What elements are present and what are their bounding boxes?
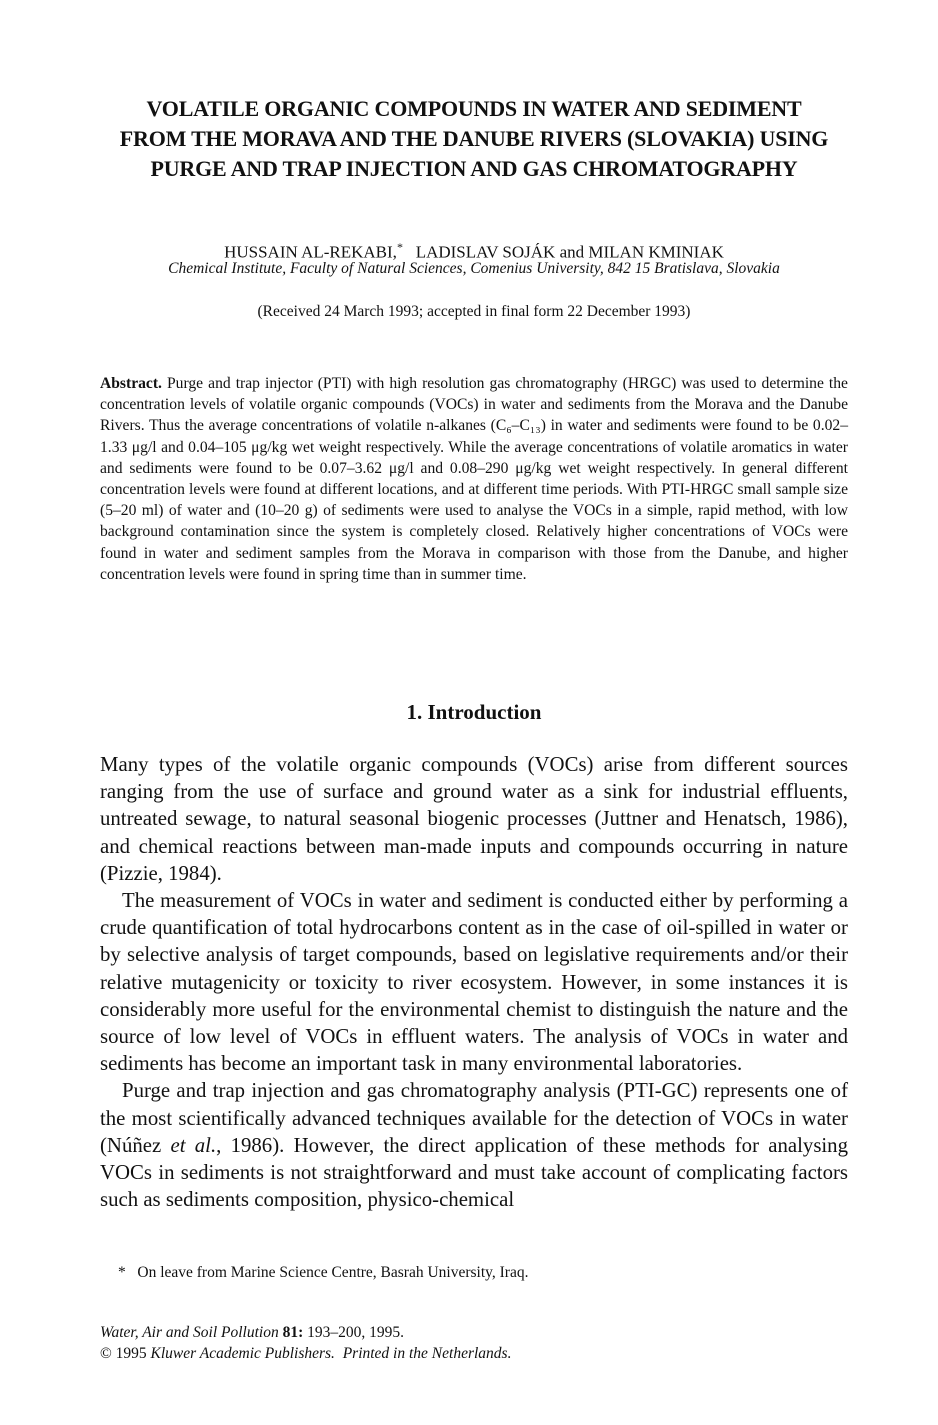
affiliation: Chemical Institute, Faculty of Natural Sciences, Comenius University, 842 15 Bratislava, Slovakia [168, 260, 780, 277]
author-conjunction: and [559, 242, 585, 262]
author-name: HUSSAIN AL-REKABI, [224, 242, 397, 262]
author-name: LADISLAV SOJÁK [415, 242, 556, 262]
paragraph: Many types of the volatile organic compounds (VOCs) arise from different sources ranging from the use of surface and ground water as a sink for industrial effluents, untreated sewage, to natural seasonal biogenic processes (Juttner and Henatsch, 1986), and chemical reactions between man-made inputs and compounds occurring in nature (Pizzie, 1984). [100, 753, 848, 885]
footnote-text: On leave from Marine Science Centre, Basrah University, Iraq. [137, 1264, 529, 1281]
footnote [118, 1262, 848, 1284]
title-line: VOLATILE ORGANIC COMPOUNDS IN WATER AND SEDIMENT [146, 96, 802, 121]
copyright: © 1995 [100, 1345, 147, 1362]
title-line: PURGE AND TRAP INJECTION AND GAS CHROMATOGRAPHY [150, 156, 798, 181]
journal-info [100, 1322, 848, 1364]
paragraph-text: Purge and trap injection and gas chromatography analysis (PTI-GC) represents one of the most scientifically advanced techniques available for the detection of VOCs in water (Núñez [100, 1079, 848, 1157]
printed-location: Printed in the Netherlands. [342, 1345, 512, 1362]
footnote-marker: * [396, 240, 403, 254]
paragraph [100, 1077, 848, 1213]
body-text [100, 751, 848, 1213]
abstract [100, 373, 848, 585]
paragraph-text: , 1986). However, the direct application of these methods for analysing VOCs in sediments is not straightforward and must take account of complicating factors such as sediments composition, physico-chemical [100, 1133, 848, 1212]
paragraph: The measurement of VOCs in water and sediment is conducted either by performing a crude quantification of total hydrocarbons content as in the case of oil-spilled in water or by selective analysis of target compounds, based on legislative requirements and/or their relative mutagenicity or toxicity to river ecosystem. However, in some instances it is considerably more useful for the environmental chemist to distinguish the nature and the source of low level of VOCs in effluent waters. The analysis of VOCs in water and sediments has become an important task in many environmental laboratories. [100, 889, 848, 1076]
journal-volume: 81: [282, 1324, 304, 1341]
journal-pages: 193–200, 1995. [307, 1324, 404, 1341]
section-heading: 1. Introduction [406, 700, 542, 724]
publisher: Kluwer Academic Publishers. [150, 1345, 335, 1362]
abstract-text: Purge and trap injector (PTI) with high resolution gas chromatography (HRGC) was used to determine the concentration levels of volatile organic compounds (VOCs) in water and sediments from the Morava and the Danube Rivers. Thus the average concentrations of volatile n-alkanes (C₆–C₁₃) in water and sediments were found to be 0.02–1.33 μg/l and 0.04–105 μg/kg wet weight respectively. While the average concentrations of volatile aromatics in water and sediments were found to be 0.07–3.62 μg/l and 0.08–290 μg/kg wet weight respectively. In general different concentration levels were found at different locations, and at different time periods. With PTI-HRGC small sample size (5–20 ml) of water and (10–20 g) of sediments were used to analyse the VOCs in a simple, rapid method, with low background contamination since the system is completely closed. Relatively higher concentrations of VOCs were found in water and sediment samples from the Morava in comparison with those from the Danube, and higher concentration levels were found in spring time than in summer time. [100, 375, 848, 583]
title-line: FROM THE MORAVA AND THE DANUBE RIVERS (SLOVAKIA) USING [119, 126, 829, 151]
footnote-marker: * [118, 1264, 126, 1281]
journal-name: Water, Air and Soil Pollution [100, 1324, 279, 1341]
paper-title [100, 94, 848, 184]
abstract-label: Abstract. [100, 375, 162, 392]
author-name: MILAN KMINIAK [588, 242, 724, 262]
citation-etal: et al. [170, 1133, 217, 1157]
received-dates: (Received 24 March 1993; accepted in final form 22 December 1993) [257, 303, 691, 320]
